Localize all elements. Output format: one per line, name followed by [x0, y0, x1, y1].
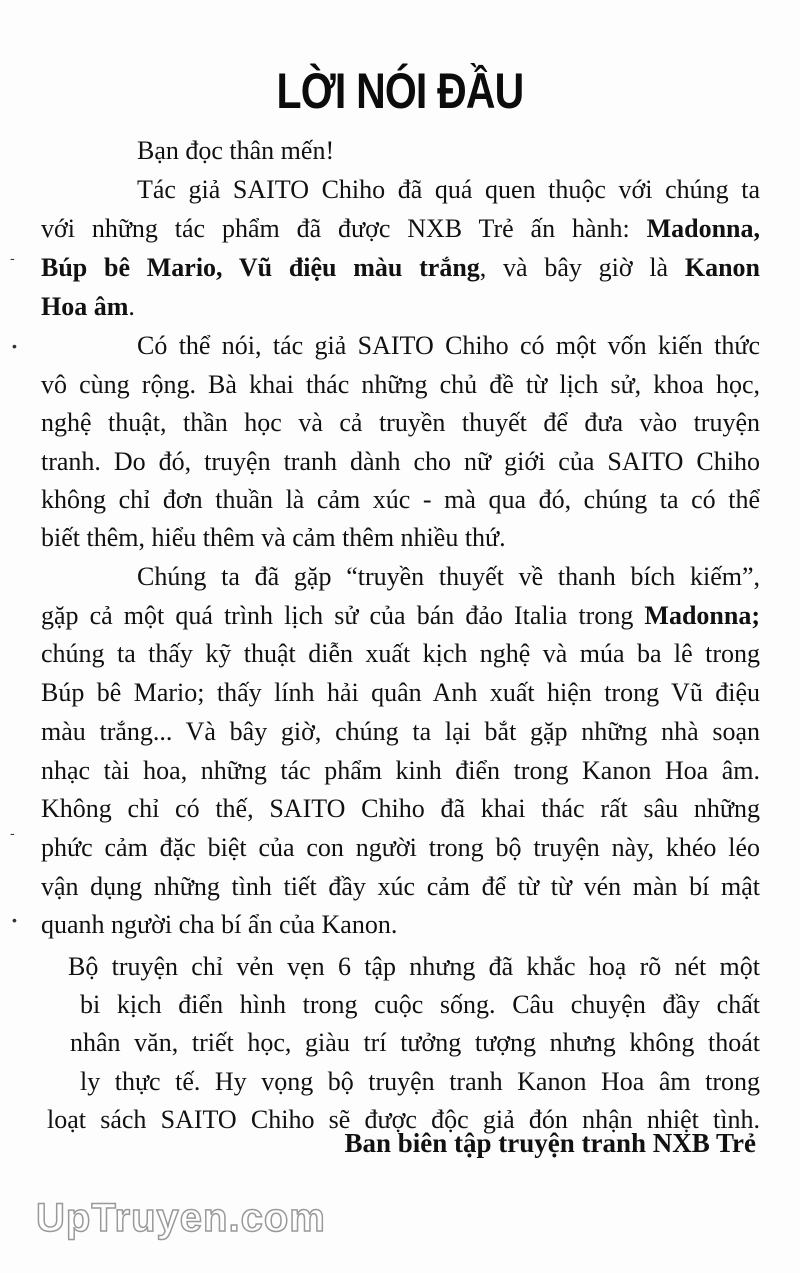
text-line: [137, 135, 334, 167]
text-line: [137, 330, 760, 362]
text-segment: , và bây giờ là: [479, 253, 685, 282]
text-segment: vô cùng rộng. Bà khai thác những chủ đề từ lịch sử, khoa học,: [41, 370, 760, 399]
text-line: [41, 213, 760, 245]
text-segment: quanh người cha bí ẩn của Kanon.: [41, 910, 398, 939]
text-segment: Không chỉ có thế, SAITO Chiho đã khai thác rất sâu những: [41, 794, 760, 823]
text-line: [80, 989, 760, 1021]
text-segment: gặp cả một quá trình lịch sử của bán đảo Italia trong: [41, 601, 645, 630]
text-segment: với những tác phẩm đã được NXB Trẻ ấn hành:: [41, 214, 647, 243]
scan-mark: •: [12, 338, 17, 354]
text-line: [137, 174, 760, 206]
text-segment: phức cảm đặc biệt của con người trong bộ truyện này, khéo léo: [41, 833, 760, 862]
text-line: [41, 871, 760, 903]
bold-title-text: Hoa âm: [41, 292, 129, 321]
text-line: [68, 951, 760, 983]
text-segment: Tác giả SAITO Chiho đã quá quen thuộc với chúng ta: [137, 175, 760, 204]
text-segment: Bạn đọc thân mến!: [137, 136, 335, 165]
text-segment: màu trắng... Và bây giờ, chúng ta lại bắt gặp những nhà soạn: [41, 717, 760, 746]
text-line: [41, 291, 135, 323]
text-segment: Chúng ta đã gặp “truyền thuyết về thanh bích kiếm”,: [137, 562, 760, 591]
text-line: [41, 909, 397, 941]
text-line: [80, 1066, 760, 1098]
text-segment: Có thể nói, tác giả SAITO Chiho có một vốn kiến thức: [137, 331, 760, 360]
scan-mark: -: [10, 250, 15, 266]
text-line: [41, 369, 760, 401]
text-line: [137, 561, 760, 593]
text-segment: biết thêm, hiểu thêm và cảm thêm nhiều thứ.: [41, 523, 506, 552]
text-segment: Búp bê Mario; thấy lính hải quân Anh xuất hiện trong Vũ điệu: [41, 678, 760, 707]
text-line: [41, 522, 506, 554]
text-line: [41, 638, 760, 670]
scan-mark: -: [10, 825, 15, 841]
text-segment: bi kịch điển hình trong cuộc sống. Câu chuyện đầy chất: [80, 990, 760, 1019]
page-title: LỜI NÓI ĐẦU: [276, 63, 524, 119]
text-segment: chúng ta thấy kỹ thuật diễn xuất kịch nghệ và múa ba lê trong: [41, 639, 760, 668]
text-line: [41, 252, 760, 284]
bold-title-text: Madonna;: [644, 601, 760, 630]
text-segment: nhạc tài hoa, những tác phẩm kinh điển trong Kanon Hoa âm.: [41, 756, 760, 785]
text-segment: tranh. Do đó, truyện tranh dành cho nữ giới của SAITO Chiho: [41, 447, 760, 476]
text-segment: ly thực tế. Hy vọng bộ truyện tranh Kanon Hoa âm trong: [80, 1067, 760, 1096]
text-line: [41, 755, 760, 787]
text-segment: Bộ truyện chỉ vẻn vẹn 6 tập nhưng đã khắc hoạ rõ nét một: [68, 952, 760, 981]
text-line: [41, 832, 760, 864]
text-segment: nghệ thuật, thần học và cả truyền thuyết để đưa vào truyện: [41, 408, 760, 437]
scan-mark: •: [12, 912, 17, 928]
text-line: [41, 793, 760, 825]
text-line: [41, 600, 760, 632]
text-line: [41, 677, 760, 709]
text-line: [70, 1027, 760, 1059]
text-line: [41, 407, 760, 439]
bold-title-text: Búp bê Mario, Vũ điệu màu trắng: [41, 253, 480, 282]
text-segment: loạt sách SAITO Chiho sẽ được độc giả đón nhận nhiệt tình.: [47, 1105, 760, 1134]
watermark: UpTruyen.com: [36, 1196, 326, 1240]
text-line: [41, 484, 760, 516]
bold-title-text: Madonna,: [646, 214, 760, 243]
text-segment: vận dụng những tình tiết đầy xúc cảm để từ từ vén màn bí mật: [41, 872, 760, 901]
text-line: [41, 716, 760, 748]
text-segment: nhân văn, triết học, giàu trí tưởng tượng nhưng không thoát: [70, 1028, 760, 1057]
signature: Ban biên tập truyện tranh NXB Trẻ: [344, 1128, 756, 1158]
text-line: [41, 446, 760, 478]
text-segment: không chỉ đơn thuần là cảm xúc - mà qua đó, chúng ta có thể: [41, 485, 760, 514]
bold-title-text: Kanon: [684, 253, 760, 282]
text-segment: .: [128, 292, 135, 321]
